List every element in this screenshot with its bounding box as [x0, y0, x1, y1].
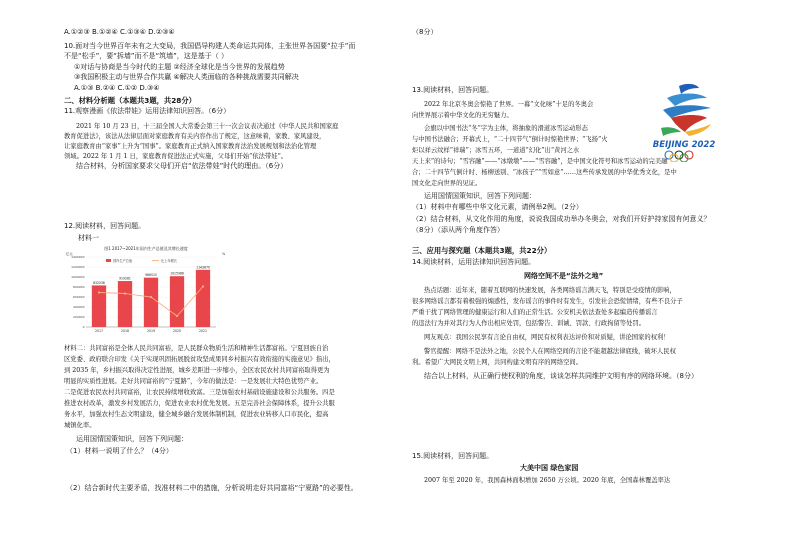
x-tick-label: 2020 — [172, 329, 182, 333]
q12-material-2-line1: 材料二：共同富裕是全体人民共同富裕，是人民群众物质生活和精神生活都富裕。宁夏回族自治 — [64, 345, 329, 352]
emblem-wordmark: BEIJING 2022 — [652, 140, 716, 150]
q11-paragraph-line1: 2021 年 10 月 23 日，十三届全国人大常委会第三十一次会议表决通过《中华人民共和国家庭 — [76, 123, 339, 130]
q12-material-1-label: 材料一 — [78, 234, 99, 242]
growth-rate-point — [176, 315, 178, 317]
beijing-2022-emblem — [641, 78, 727, 162]
growth-rate-point — [150, 296, 152, 298]
q10-stem-line1: 10.面对当今世界百年未有之大变局，我国倡导构建人类命运共同体，主张世界各国要“拉手”而 — [64, 42, 356, 50]
q12-material-2-line8: 城镇化率。 — [64, 422, 96, 429]
q13-paragraph-line2: 向世界展示着中华文化的无穷魅力。 — [412, 112, 513, 119]
q13-sub-question-2-score: （8分）（添从两个角度作答） — [412, 226, 504, 234]
x-tick-label: 2018 — [120, 329, 130, 333]
q12-material-2-line4: 明显的实质性进展。走好共同富裕的“宁夏路”，今年的做法是：一是发展壮大特色优势产业。 — [64, 378, 323, 385]
q11-paragraph-line3: 让家庭教育由“家事”上升为“国事”。家庭教育正式纳入国家教育法治发展规划和法治化管理 — [64, 143, 317, 150]
q12-ask: 运用国情国策知识，回答下列问题： — [76, 435, 188, 443]
y2-axis-unit-label: % — [222, 252, 226, 256]
q13-paragraph-line7: 合；二十四节气倒计时、杨柳送别、“冰孩子”“雪如意”……这些传承发展的中华优秀文化，是中 — [412, 169, 677, 176]
growth-rate-point — [202, 285, 204, 287]
q13-paragraph-line1: 2022 年北京冬奥会惊艳了世界。一幕“文化味”十足的冬奥会 — [424, 101, 594, 108]
x-tick-label: 2021 — [198, 329, 208, 333]
q15-title: 15.阅读材料，回答问题。 — [412, 452, 494, 460]
x-tick-label: 2017 — [94, 329, 104, 333]
q13-paragraph-line4: 与中国书法融合；开幕式上，“二十四节气”倒计时惊艳世界；“飞扬”火 — [412, 136, 608, 143]
q14-paragraph-line3: 严重干扰了网络管理的健康运行和人们的正常生活。公安机关依法查处多起编造传播谣言 — [412, 309, 658, 316]
q12-material-2-line3: 到 2035 年，乡村振兴取得决定性进展，城乡差距进一步缩小，全区农民农村共同富裕取得更为 — [64, 367, 330, 374]
q13-ask: 运用国情国策知识，回答下列问题： — [424, 192, 536, 200]
y-tick-label: 1400000 — [71, 255, 85, 260]
q13-paragraph-line3: 会旗以中国书法“冬”字为主体，将抽象的滑道冰雪运动形态 — [424, 125, 588, 132]
q15-heading: 大美中国 绿色家园 — [520, 464, 579, 472]
bar-value-label: 1015986 — [170, 271, 184, 276]
q14-heading: 网络空间不是“法外之地” — [524, 272, 604, 280]
gdp-bar — [196, 270, 210, 327]
q14-paragraph-line6: 警官提醒：网络不是法外之地，公民个人在网络空间的言论不能超越法律底线，破坏人民权 — [424, 348, 676, 355]
growth-rate-point — [98, 291, 100, 293]
q13-paragraph-line8: 国文化走向世界的见证。 — [412, 180, 482, 187]
bar-value-label: 832036 — [93, 280, 105, 285]
y-tick-label: 1200000 — [71, 265, 85, 270]
y-axis-unit-label: 亿元 — [66, 252, 73, 256]
q14-paragraph-line1: 热点话题：近年来，随着互联网的快速发展，各类网络谣言满天飞，特别是受疫情的影响， — [424, 287, 676, 294]
bar-value-label: 919281 — [119, 276, 131, 281]
q15-paragraph-line1: 2007 年至 2020 年，我国森林面积增加 2650 万公顷。2020 年底，全国森林覆盖率达 — [424, 477, 671, 484]
y-tick-label: 800000 — [73, 285, 85, 290]
q12-sub-question-1: （1）材料一说明了什么？（4分） — [66, 447, 173, 455]
q11-paragraph-line4: 领域。2022 年 1 月 1 日，家庭教育促进法正式实施，父母们开始“依法带娃”。 — [64, 153, 288, 160]
q14-ask: 结合以上材料，从正确行使权利的角度，谈谈怎样共同维护文明有序的网络环境。（8分） — [424, 372, 698, 380]
q13-paragraph-line6: 天上来”的诗句；“雪容融”——“冰墩墩”——“雪容融”，是中国文化符号和冰雪运动的完美融 — [412, 158, 668, 165]
q11-ask: 结合材料，分析国家要求父母们开启“依法带娃”时代的理由。（6分） — [76, 162, 288, 170]
y-tick-label: 1000000 — [71, 275, 85, 280]
q12-material-2-line6: 推进农村改革，激发乡村发展活力，促进农业农村优先发展。五是完善社会保障体系，提升公共服 — [64, 400, 335, 407]
legend-label-gdp: 国内生产总值 — [113, 258, 133, 263]
y-tick-label: 0 — [82, 325, 85, 330]
q13-sub-question-1: （1）材料中有哪些中华文化元素，请例举2例。（2分） — [412, 203, 583, 211]
q12-sub-question-2: （2）结合新时代主要矛盾，找准材料二中的措施，分析说明走好共同富裕“宁夏路”的必要性。 — [66, 484, 358, 492]
section-3-heading: 三、应用与探究题（本题共3题，共22分） — [412, 246, 552, 255]
y-tick-label: 600000 — [73, 295, 85, 300]
q14-paragraph-line5: 网友观点：我国公民享有言论自由权，网民有权利表达评价和对质疑，讲论国家的权利！ — [424, 334, 670, 341]
y-tick-label: 200000 — [73, 315, 85, 320]
q14-paragraph-line7: 利。希望广大网民文明上网，共同构建文明有序的网络空间。 — [412, 359, 583, 366]
y-tick-label: 400000 — [73, 305, 85, 310]
q10-choices: A.①③ B.②④ C.①② D.③④ — [74, 84, 160, 92]
gdp-bar-chart — [62, 245, 230, 337]
q12-material-2-line7: 务水平，加强农村生态文明建设，健全城乡融合发展体制机制，促进农业转移人口市民化，提高 — [64, 411, 329, 418]
bar-value-label: 1143670 — [196, 265, 210, 270]
q10-stem-line2: 不是“松手”，要“拆墙”而不是“筑墙”，这是基于（ ） — [64, 52, 228, 60]
q13-paragraph-line5: 炬以祥云纹样“祥瑞”；冰雪五环，一道道“幻化”出“黄河之水 — [412, 147, 580, 154]
gdp-bar — [144, 278, 158, 327]
q14-paragraph-line2: 很多网络谣言都有着极强的煽惑性，发布谣言的事件时有发生，引发社会恐慌情绪，有些不良分子 — [412, 298, 683, 305]
growth-rate-point — [124, 292, 126, 294]
legend-label-growth: 比上年增长 — [161, 258, 177, 263]
q12-material-2-line5: 二是促进农民农村共同富裕，让农民持续增收致富。三是加强农村基础设施建设和公共服务。四是 — [64, 389, 335, 396]
gdp-bar — [118, 281, 132, 327]
q9-options: A.①②③ B.①②④ C.①③④ D.②③④ — [64, 28, 175, 36]
q12-score: （8分） — [412, 28, 438, 36]
q10-option-line2: ③我国积极主动与世界合作共赢 ④解决人类面临的各种挑战需要共同解决 — [74, 73, 299, 81]
section-2-heading: 二、材料分析题（本题共3题，共28分） — [64, 96, 196, 105]
chart-title: 图1 2017~2021年国内生产总值及其增长速度 — [104, 246, 188, 251]
legend-swatch-gdp — [106, 259, 111, 262]
q14-paragraph-line4: 的违法行为并对其行为人作出相应处罚，包括警告、训诫、罚款、行政拘留等处罚。 — [412, 320, 645, 327]
q13-title: 13.阅读材料，回答问题。 — [412, 86, 494, 94]
gdp-bar — [170, 276, 184, 327]
bar-value-label: 986515 — [145, 273, 157, 278]
q13-sub-question-2: （2）结合材料，从文化作用的角度，说说我国成功举办冬奥会，对我们开好护持家园有何意义？ — [412, 215, 711, 223]
x-tick-label: 2019 — [146, 329, 156, 333]
q10-option-line1: ①对话与协商是当今时代的主题 ②经济全球化是当今世界的发展趋势 — [74, 63, 285, 71]
q12-material-2-line2: 区党委、政府联合印发《关于实现巩固拓展脱贫攻坚成果同乡村振兴有效衔接的实施意见》指出， — [64, 356, 335, 363]
q11-paragraph-line2: 教育促进法》，该法从法律层面对家庭教育有关内容作出了规定，这意味着，家教、家风建设， — [64, 133, 326, 140]
q12-title: 12.阅读材料，回答问题。 — [64, 222, 146, 230]
q11-title: 11.观察漫画《依法带娃》运用法律知识回答。（6分） — [64, 107, 231, 115]
q14-title: 14.阅读材料，运用法律知识回答问题。 — [412, 258, 536, 266]
